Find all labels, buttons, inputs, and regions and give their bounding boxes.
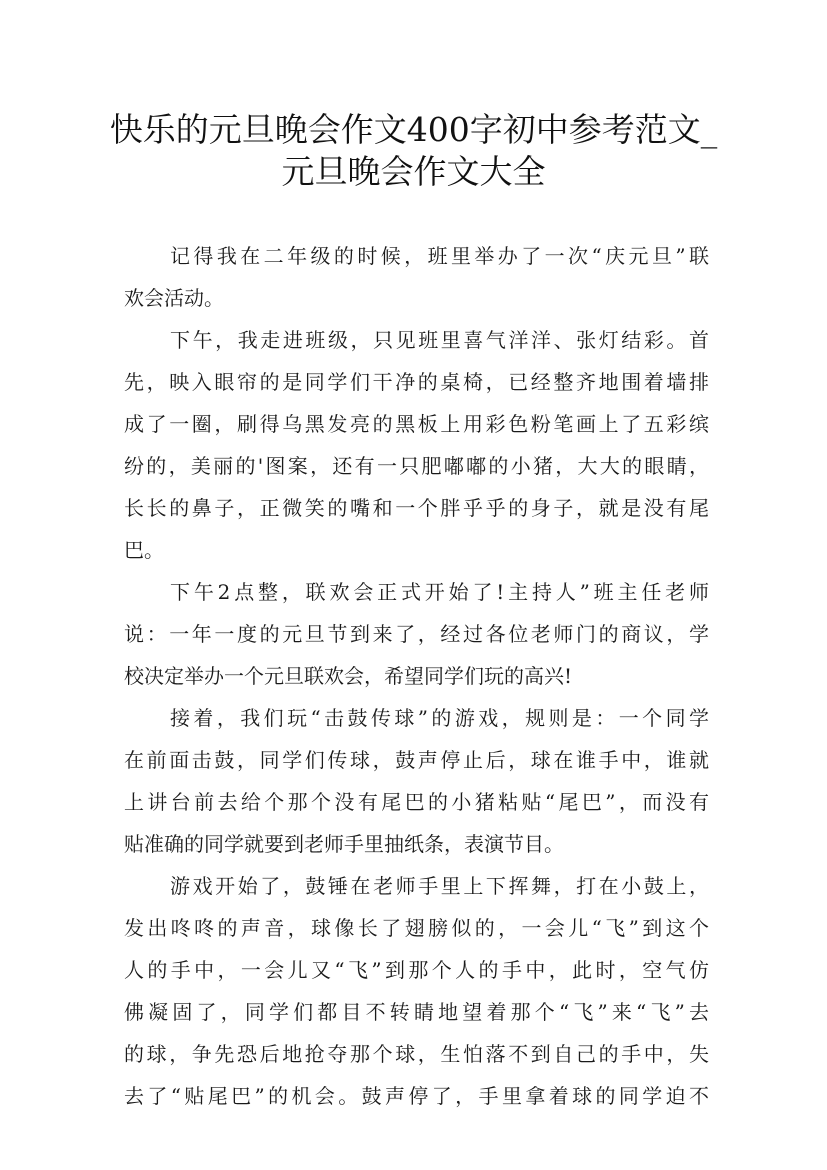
body-line: 巴。 — [124, 538, 164, 562]
document-title-line-2: 元旦晚会作文大全 — [281, 152, 546, 191]
body-line: 长长的鼻子，正微笑的嘴和一个胖乎乎的身子，就是没有尾 — [124, 496, 709, 520]
body-line: 在前面击鼓，同学们传球，鼓声停止后，球在谁手中，谁就 — [124, 748, 709, 772]
body-line: 校决定举办一个元旦联欢会，希望同学们玩的高兴! — [124, 664, 573, 688]
body-line: 纷的，美丽的'图案，还有一只肥嘟嘟的小猪，大大的眼睛， — [124, 454, 709, 478]
body-line: 的球，争先恐后地抢夺那个球，生怕落不到自己的手中，失 — [124, 1042, 709, 1066]
body-line: 下午2点整，联欢会正式开始了!主持人”班主任老师 — [170, 580, 709, 604]
body-line: 贴准确的同学就要到老师手里抽纸条，表演节目。 — [124, 832, 564, 856]
body-line: 先，映入眼帘的是同学们干净的桌椅，已经整齐地围着墙排 — [124, 370, 709, 394]
body-line: 接着，我们玩“击鼓传球”的游戏，规则是：一个同学 — [170, 706, 709, 730]
document-title-line-1: 快乐的元旦晚会作文400字初中参考范文_ — [109, 110, 718, 149]
body-line: 上讲台前去给个那个没有尾巴的小猪粘贴“尾巴”，而没有 — [124, 790, 709, 814]
body-line: 游戏开始了，鼓锤在老师手里上下挥舞，打在小鼓上， — [170, 874, 709, 898]
body-line: 去了“贴尾巴”的机会。鼓声停了，手里拿着球的同学迫不 — [124, 1084, 709, 1108]
body-line: 人的手中，一会儿又“飞”到那个人的手中，此时，空气仿 — [124, 958, 709, 982]
body-line: 发出咚咚的声音，球像长了翅膀似的，一会儿“飞”到这个 — [124, 916, 709, 940]
body-line: 下午，我走进班级，只见班里喜气洋洋、张灯结彩。首 — [170, 328, 709, 352]
body-line: 佛凝固了，同学们都目不转睛地望着那个“飞”来“飞”去 — [124, 1000, 709, 1024]
body-line: 记得我在二年级的时候，班里举办了一次“庆元旦”联 — [170, 244, 709, 268]
body-line: 欢会活动。 — [124, 286, 224, 310]
body-line: 说：一年一度的元旦节到来了，经过各位老师门的商议，学 — [124, 622, 709, 646]
body-line: 成了一圈，刷得乌黑发亮的黑板上用彩色粉笔画上了五彩缤 — [124, 412, 709, 436]
